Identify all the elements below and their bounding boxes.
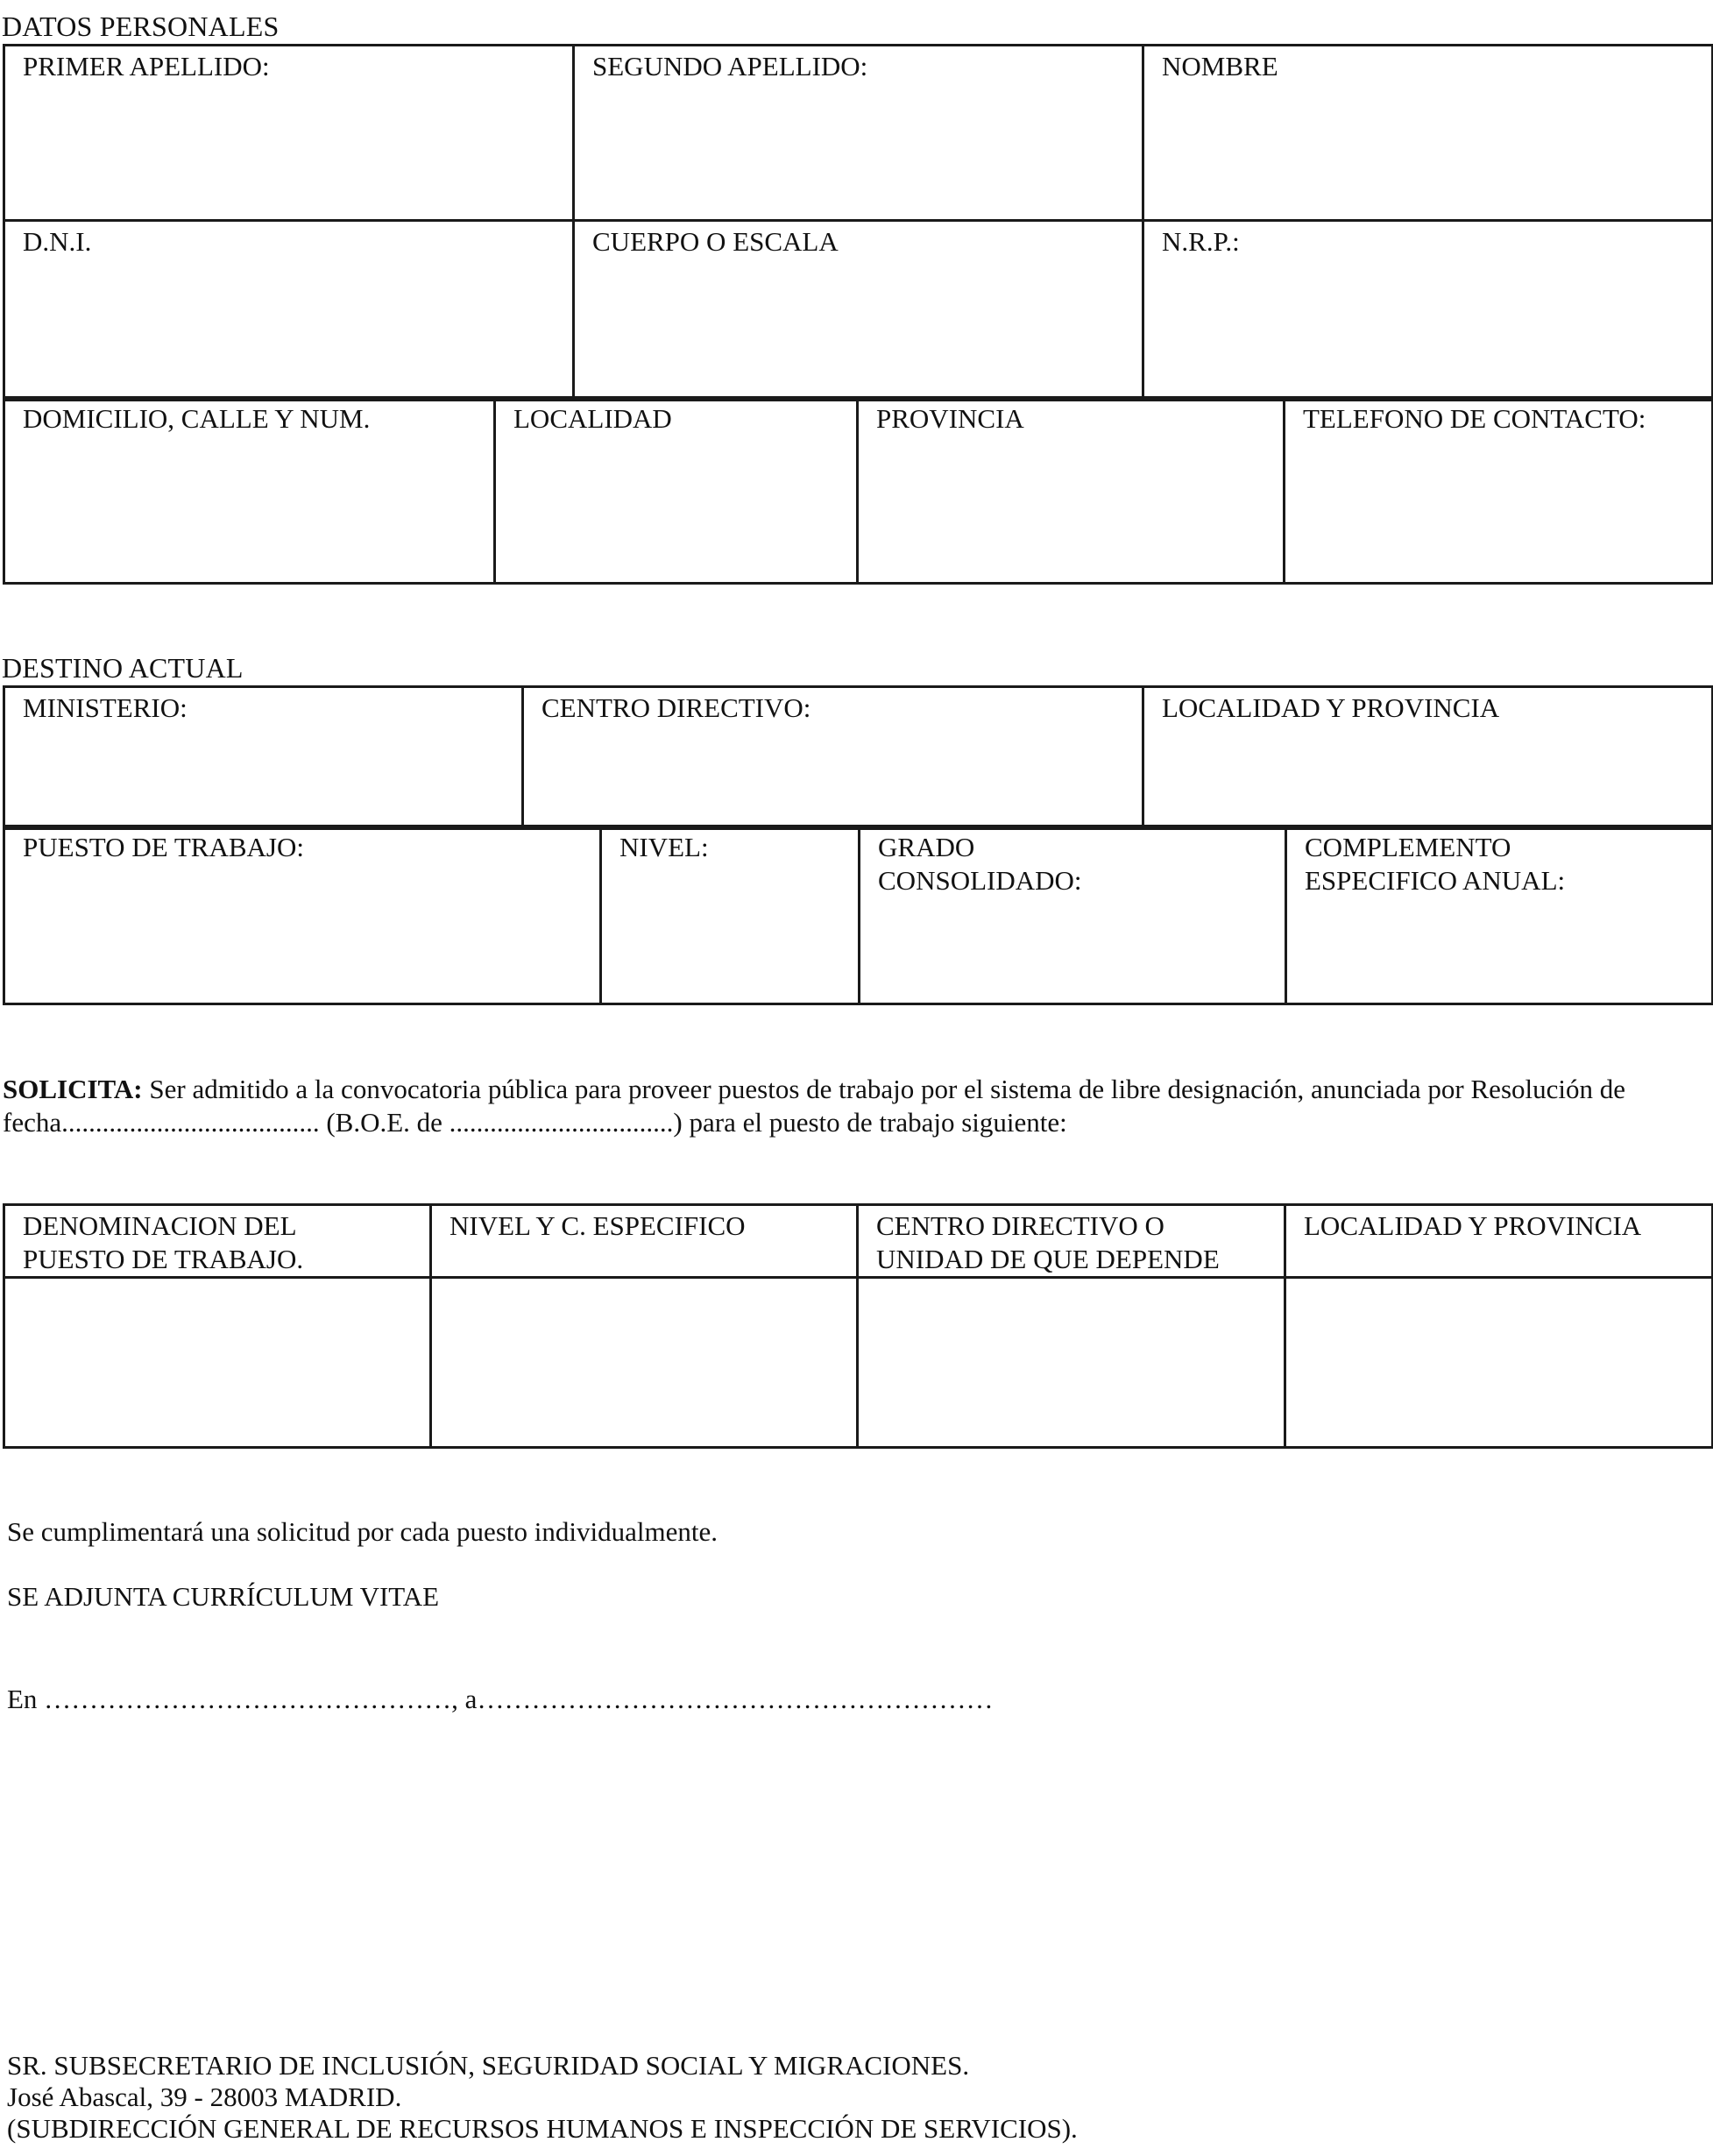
destino-actual-title: DESTINO ACTUAL bbox=[2, 652, 244, 684]
nivel-c-especifico-header bbox=[431, 1205, 858, 1278]
dni-label: D.N.I. bbox=[23, 226, 92, 257]
solicita-text: Ser admitido a la convocatoria pública para proveer puestos de trabajo por el sistema de libre designación, anunciada por Resolución de fecha...................................... (B.O.E. de .................................) para el puesto de trabajo siguiente: bbox=[3, 1074, 1626, 1138]
primer-apellido-label: PRIMER APELLIDO: bbox=[23, 51, 270, 82]
segundo-apellido-label: SEGUNDO APELLIDO: bbox=[592, 51, 868, 82]
nivel-c-especifico-label: NIVEL Y C. ESPECIFICO bbox=[449, 1210, 746, 1241]
puesto-trabajo-label: PUESTO DE TRABAJO: bbox=[23, 832, 304, 862]
destinatario-line-1: SR. SUBSECRETARIO DE INCLUSIÓN, SEGURIDAD SOCIAL Y MIGRACIONES. bbox=[7, 2050, 970, 2081]
centro-directivo-unidad-label: CENTRO DIRECTIVO O UNIDAD DE QUE DEPENDE bbox=[876, 1210, 1220, 1274]
complemento-especifico-label: COMPLEMENTO ESPECIFICO ANUAL: bbox=[1305, 832, 1566, 896]
grado-consolidado-label: GRADO CONSOLIDADO: bbox=[878, 832, 1082, 896]
nrp-field[interactable] bbox=[1143, 221, 1713, 401]
localidad-provincia-input-cell[interactable] bbox=[1285, 1278, 1713, 1448]
domicilio-label: DOMICILIO, CALLE Y NUM. bbox=[23, 403, 371, 434]
una-solicitud-note: Se cumplimentará una solicitud por cada puesto individualmente. bbox=[7, 1516, 718, 1547]
destino-actual-table-2 bbox=[3, 825, 1713, 1005]
nombre-label: NOMBRE bbox=[1162, 51, 1278, 82]
denominacion-header bbox=[4, 1205, 431, 1278]
provincia-field[interactable] bbox=[858, 398, 1285, 584]
domicilio-field[interactable] bbox=[4, 398, 495, 584]
localidad-provincia-field[interactable] bbox=[1143, 687, 1713, 829]
solicita-paragraph bbox=[3, 1073, 1707, 1139]
cuerpo-escala-label: CUERPO O ESCALA bbox=[592, 226, 839, 257]
nivel-c-especifico-input-cell[interactable] bbox=[431, 1278, 858, 1448]
centro-directivo-unidad-input-cell[interactable] bbox=[858, 1278, 1285, 1448]
localidad-provincia-label: LOCALIDAD Y PROVINCIA bbox=[1162, 692, 1500, 723]
localidad-field[interactable] bbox=[495, 398, 858, 584]
centro-directivo-label: CENTRO DIRECTIVO: bbox=[542, 692, 811, 723]
nrp-label: N.R.P.: bbox=[1162, 226, 1240, 257]
destino-actual-table-1 bbox=[3, 685, 1713, 830]
datos-personales-title: DATOS PERSONALES bbox=[2, 11, 280, 42]
primer-apellido-field[interactable] bbox=[4, 46, 574, 221]
localidad-provincia-puesto-label: LOCALIDAD Y PROVINCIA bbox=[1304, 1210, 1642, 1241]
solicita-label: SOLICITA: bbox=[3, 1074, 143, 1104]
denominacion-label: DENOMINACION DEL PUESTO DE TRABAJO. bbox=[23, 1210, 304, 1274]
ministerio-field[interactable] bbox=[4, 687, 523, 829]
datos-personales-table-2 bbox=[3, 396, 1713, 585]
datos-personales-table-1 bbox=[3, 44, 1713, 401]
telefono-label: TELEFONO DE CONTACTO: bbox=[1303, 403, 1646, 434]
complemento-especifico-field[interactable] bbox=[1286, 826, 1713, 1004]
grado-consolidado-field[interactable] bbox=[860, 826, 1286, 1004]
denominacion-input-cell[interactable] bbox=[4, 1278, 431, 1448]
centro-directivo-unidad-header bbox=[858, 1205, 1285, 1278]
localidad-label: LOCALIDAD bbox=[513, 403, 672, 434]
destinatario-line-2: José Abascal, 39 - 28003 MADRID. bbox=[7, 2082, 402, 2112]
destinatario-line-3: (SUBDIRECCIÓN GENERAL DE RECURSOS HUMANOS E INSPECCIÓN DE SERVICIOS). bbox=[7, 2113, 1078, 2144]
telefono-field[interactable] bbox=[1285, 398, 1713, 584]
dni-field[interactable] bbox=[4, 221, 574, 401]
nivel-label: NIVEL: bbox=[619, 832, 709, 862]
segundo-apellido-field[interactable] bbox=[574, 46, 1143, 221]
nombre-field[interactable] bbox=[1143, 46, 1713, 221]
ministerio-label: MINISTERIO: bbox=[23, 692, 188, 723]
provincia-label: PROVINCIA bbox=[876, 403, 1024, 434]
curriculum-note: SE ADJUNTA CURRÍCULUM VITAE bbox=[7, 1581, 440, 1612]
puesto-trabajo-field[interactable] bbox=[4, 826, 601, 1004]
localidad-provincia-header bbox=[1285, 1205, 1713, 1278]
centro-directivo-field[interactable] bbox=[523, 687, 1143, 829]
lugar-fecha-line[interactable]: En ………………………………………, a………………………………………………… bbox=[7, 1684, 994, 1714]
nivel-field[interactable] bbox=[601, 826, 860, 1004]
cuerpo-escala-field[interactable] bbox=[574, 221, 1143, 401]
puesto-solicitado-table bbox=[3, 1203, 1713, 1449]
